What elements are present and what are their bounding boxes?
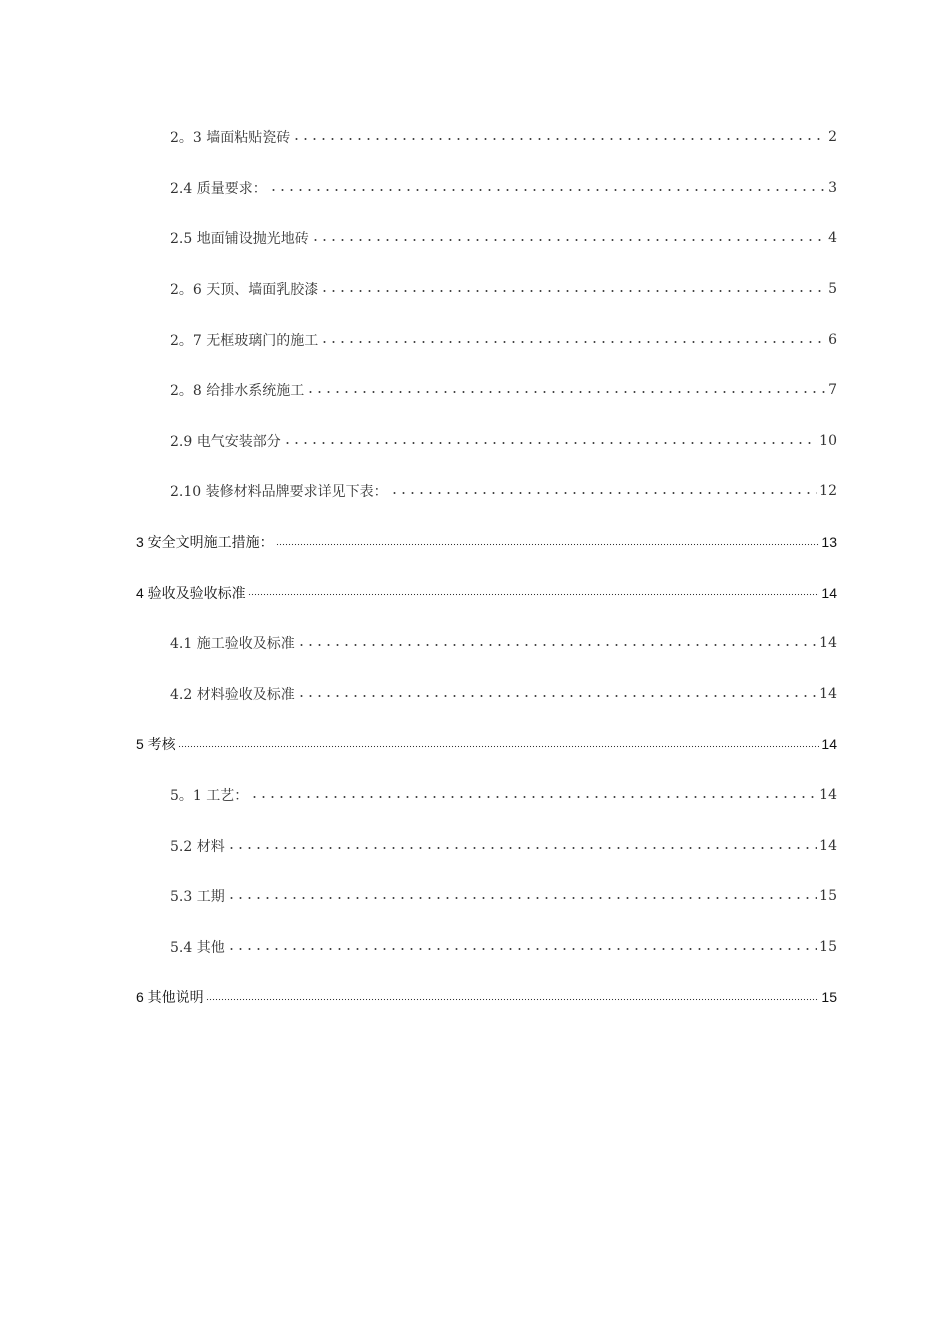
toc-dot-leader xyxy=(297,694,817,698)
toc-entry-page: 14 xyxy=(821,736,837,753)
toc-entry[interactable] xyxy=(0,770,950,821)
toc-entry-title: 5.2 材料 xyxy=(170,838,225,855)
toc-entry-page: 13 xyxy=(821,534,837,551)
toc-dot-leader xyxy=(248,593,820,596)
toc-entry[interactable] xyxy=(0,466,950,517)
toc-entry-title: 5.3 工期 xyxy=(170,889,225,906)
toc-entry-title: 2。3 墙面粘贴瓷砖 xyxy=(170,130,291,147)
toc-entry-page: 14 xyxy=(819,685,837,702)
toc-entry-page: 2 xyxy=(828,129,837,146)
toc-dot-leader xyxy=(297,643,817,647)
toc-dot-leader xyxy=(178,745,820,748)
toc-entry[interactable] xyxy=(0,567,950,618)
toc-entry-page: 15 xyxy=(821,989,837,1006)
toc-entry-title: 4.1 施工验收及标准 xyxy=(170,636,295,653)
toc-entry[interactable] xyxy=(0,314,950,365)
toc-entry-page: 15 xyxy=(819,888,837,905)
toc-entry[interactable] xyxy=(0,719,950,770)
toc-entry-page: 5 xyxy=(828,281,837,298)
toc-entry-title: 6 其他说明 xyxy=(136,989,204,1006)
toc-dot-leader xyxy=(276,543,820,546)
toc-entry-page: 14 xyxy=(819,837,837,854)
toc-dot-leader xyxy=(227,947,817,951)
toc-dot-leader xyxy=(227,896,817,900)
toc-entry-title: 5.4 其他 xyxy=(170,939,225,956)
toc-entry[interactable] xyxy=(0,669,950,720)
toc-entry-page: 10 xyxy=(819,432,837,449)
toc-dot-leader xyxy=(206,998,820,1001)
toc-entry-title: 5 考核 xyxy=(136,736,176,753)
toc-entry-page: 12 xyxy=(819,483,837,500)
toc-entry[interactable] xyxy=(0,820,950,871)
toc-dot-leader xyxy=(250,795,817,799)
toc-entry-title: 2。7 无框玻璃门的施工 xyxy=(170,332,319,349)
toc-dot-leader xyxy=(311,238,826,242)
toc-entry[interactable] xyxy=(0,264,950,315)
toc-dot-leader xyxy=(320,340,826,344)
table-of-contents xyxy=(0,112,950,1023)
toc-entry-page: 4 xyxy=(828,230,837,247)
toc-entry[interactable] xyxy=(0,112,950,163)
toc-entry-title: 2.5 地面铺设抛光地砖 xyxy=(170,231,309,248)
toc-entry-page: 7 xyxy=(828,382,837,399)
toc-entry[interactable] xyxy=(0,922,950,973)
toc-entry-title: 4 验收及验收标准 xyxy=(136,584,246,601)
toc-entry[interactable] xyxy=(0,618,950,669)
toc-entry-title: 2.9 电气安装部分 xyxy=(170,433,281,450)
toc-entry-title: 5。1 工艺： xyxy=(170,788,249,805)
toc-entry-title: 2。6 天顶、墙面乳胶漆 xyxy=(170,282,319,299)
toc-entry-title: 2。8 给排水系统施工 xyxy=(170,383,305,400)
toc-entry-title: 3 安全文明施工措施： xyxy=(136,534,274,551)
toc-entry[interactable] xyxy=(0,416,950,467)
toc-entry[interactable] xyxy=(0,517,950,568)
toc-dot-leader xyxy=(390,491,818,495)
toc-entry-title: 2.10 装修材料品牌要求详见下表： xyxy=(170,484,388,501)
toc-entry[interactable] xyxy=(0,213,950,264)
toc-dot-leader xyxy=(227,846,817,850)
toc-dot-leader xyxy=(283,441,817,445)
toc-entry-page: 6 xyxy=(828,331,837,348)
toc-entry-page: 14 xyxy=(819,787,837,804)
toc-entry[interactable] xyxy=(0,163,950,214)
toc-dot-leader xyxy=(320,289,826,293)
toc-entry-page: 14 xyxy=(821,584,837,601)
toc-dot-leader xyxy=(306,390,826,394)
toc-entry-title: 4.2 材料验收及标准 xyxy=(170,686,295,703)
toc-entry[interactable] xyxy=(0,871,950,922)
toc-entry[interactable] xyxy=(0,365,950,416)
toc-dot-leader xyxy=(292,137,826,141)
toc-entry-page: 14 xyxy=(819,635,837,652)
toc-entry-page: 15 xyxy=(819,938,837,955)
toc-entry[interactable] xyxy=(0,972,950,1023)
toc-dot-leader xyxy=(269,188,826,192)
toc-entry-title: 2.4 质量要求： xyxy=(170,180,267,197)
toc-entry-page: 3 xyxy=(828,179,837,196)
